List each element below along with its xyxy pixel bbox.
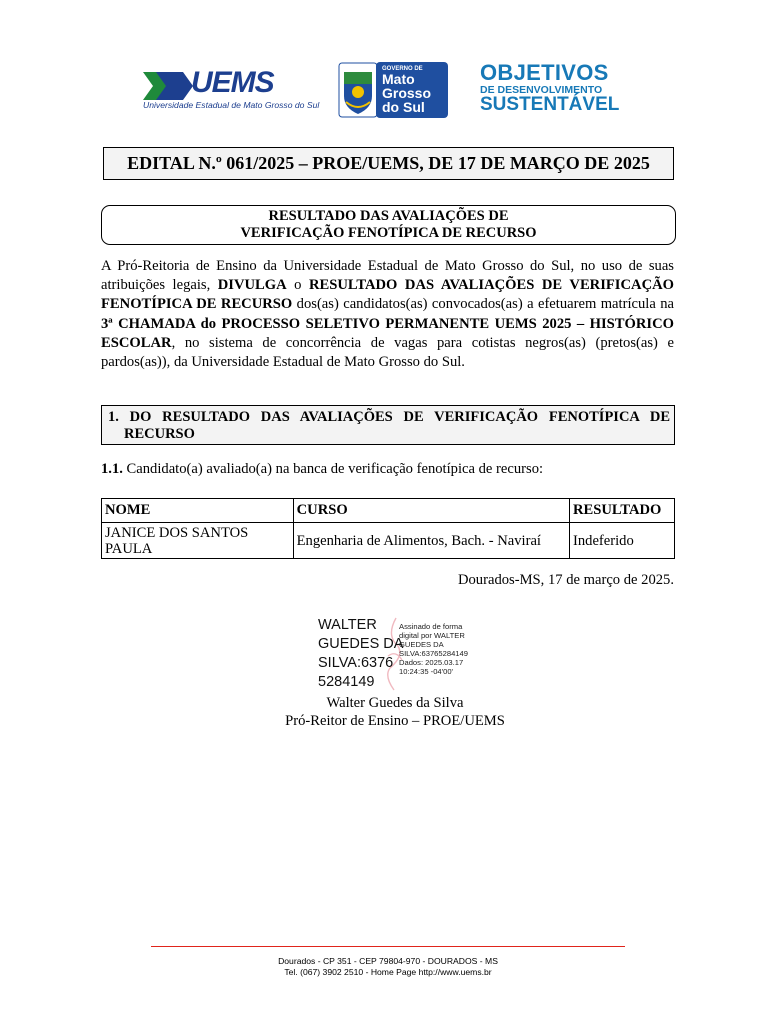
item-1-1: 1.1. Candidato(a) avaliado(a) na banca de verificação fenotípica de recurso: — [101, 461, 544, 477]
digital-signature — [318, 616, 498, 692]
section-1-heading — [101, 405, 675, 445]
edital-title: EDITAL N.º 061/2025 – PROE/UEMS, DE 17 DE MARÇO DE 2025 — [127, 153, 650, 173]
footer-rule — [151, 946, 625, 947]
subtitle-line2: VERIFICAÇÃO FENOTÍPICA DE RECURSO — [240, 225, 537, 241]
uems-logo-subtitle: Universidade Estadual de Mato Grosso do Sul — [143, 100, 320, 110]
header-nome: NOME — [102, 499, 294, 523]
footer-contact: Tel. (067) 3902 2510 - Home Page http://www.uems.br — [284, 966, 492, 977]
signature-info: Assinado de forma digital por WALTER GUEDES DA SILVA:63765284149 Dados: 2025.03.17 10:24:35 -04'00' — [399, 622, 468, 676]
uems-logo-text: UEMS — [191, 66, 274, 99]
cell-curso: Engenharia de Alimentos, Bach. - Naviraí — [293, 523, 569, 559]
cell-resultado: Indeferido — [570, 523, 675, 559]
ms-logo-name: Mato Grosso do Sul — [382, 71, 432, 115]
cell-nome: JANICE DOS SANTOS PAULA — [102, 523, 294, 559]
signature-name: WALTER GUEDES DA SILVA:6376 5284149 — [318, 617, 404, 690]
signer-block — [200, 694, 590, 730]
ms-government-logo — [338, 62, 448, 118]
section-1-heading-line2: RECURSO — [124, 426, 195, 442]
table-row — [102, 523, 675, 559]
ms-crest-icon — [338, 62, 378, 118]
footer-address: Dourados - CP 351 - CEP 79804-970 - DOURADOS - MS — [278, 956, 498, 966]
ods-logo-line2: DE DESENVOLVIMENTO — [480, 84, 603, 96]
ods-logo-line1: OBJETIVOS — [480, 60, 609, 85]
header-resultado: RESULTADO — [570, 499, 675, 523]
intro-paragraph: A Pró-Reitoria de Ensino da Universidade Estadual de Mato Grosso do Sul, no uso de suas atribuições legais, DIVULGA o RESULTADO DAS AVALIAÇÕES DE VERIFICAÇÃO FENOTÍPICA DE RECURSO dos(as) candidatos(as) convocados(as) a efetuarem matrícula na 3ª CHAMADA do PROCESSO SELETIVO PERMANENTE UEMS 2025 – HISTÓRICO ESCOLAR, no sistema de concorrência de vagas para cotistas negros(as) (pretos(as) e pardos(as)), da Universidade Estadual de Mato Grosso do Sul. — [101, 258, 674, 371]
uems-chevron-icon — [143, 72, 193, 100]
section-1-heading-line1: 1. DO RESULTADO DAS AVALIAÇÕES DE VERIFICAÇÃO FENOTÍPICA DE — [108, 409, 670, 425]
place-date: Dourados-MS, 17 de março de 2025. — [457, 572, 674, 588]
subtitle-line1: RESULTADO DAS AVALIAÇÕES DE — [268, 208, 509, 224]
results-table — [101, 498, 675, 559]
signer-name: Walter Guedes da Silva — [326, 695, 464, 711]
ms-logo-top: GOVERNO DE — [382, 66, 423, 72]
ods-logo — [480, 60, 620, 120]
table-header-row — [102, 499, 675, 523]
subtitle-box — [101, 205, 676, 245]
edital-title-box — [103, 147, 674, 180]
ods-logo-line3: SUSTENTÁVEL — [480, 94, 620, 115]
signer-role: Pró-Reitor de Ensino – PROE/UEMS — [285, 713, 505, 729]
header-curso: CURSO — [293, 499, 569, 523]
footer — [151, 956, 625, 977]
uems-logo — [143, 66, 320, 114]
